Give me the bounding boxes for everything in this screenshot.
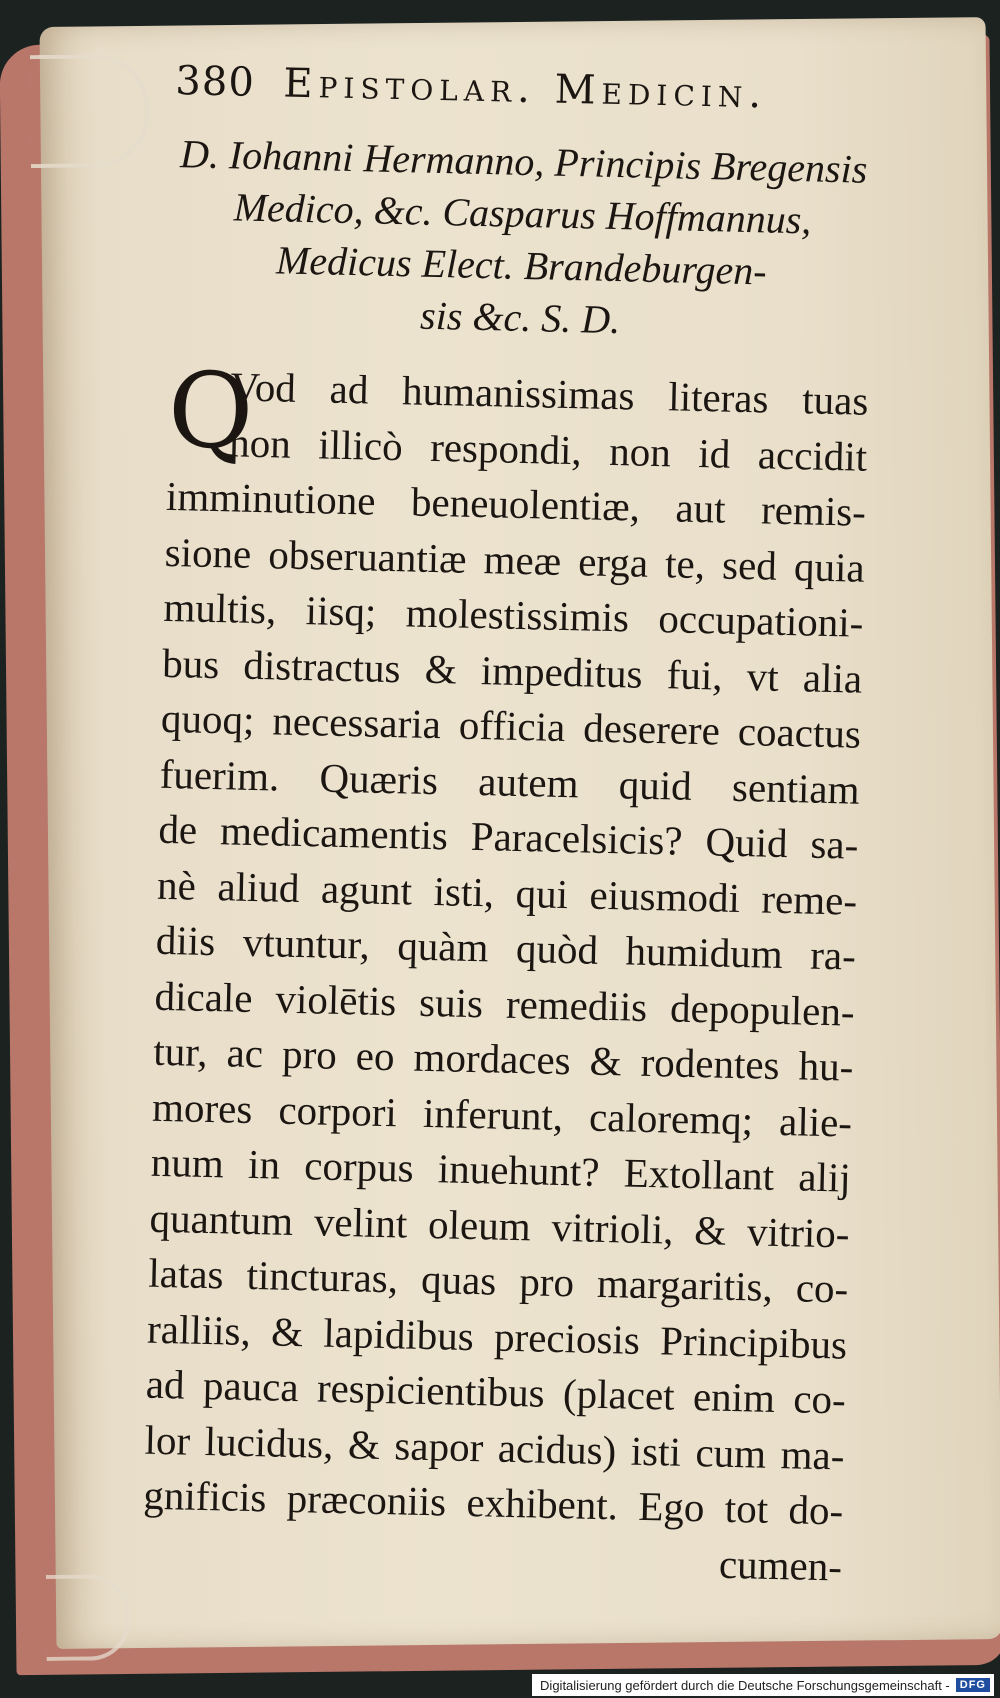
body-line: sione obseruantiæ meæ erga te, sed quia	[164, 528, 866, 591]
catchword: cumen-	[718, 1540, 843, 1589]
letter-body	[141, 348, 869, 1595]
body-line: multis, iisq; molestissimis occupationi-	[163, 583, 864, 646]
body-line: latas tincturas, quas pro margaritis, co-	[147, 1249, 849, 1312]
binding-ring-bottom	[46, 1574, 131, 1661]
body-line: de medicamentis Paracelsicis? Quid sa-	[157, 805, 859, 868]
body-line: gnificis præconiis exhibent. Ego tot do-	[142, 1471, 844, 1534]
body-line: dicale violētis suis remediis depopulen-	[154, 972, 856, 1035]
digitization-footer	[532, 1674, 994, 1696]
letter-address	[170, 128, 875, 352]
body-line: diis vtuntur, quàm quòd humidum ra-	[155, 916, 857, 979]
address-line: D. Iohanni Hermanno, Principis Bregensis	[179, 131, 868, 192]
address-line: Medico, &c. Casparus Hoffmannus,	[233, 184, 812, 243]
binding-ring-top	[30, 54, 150, 168]
body-line: fuerim. Quæris autem quid sentiam	[159, 750, 861, 813]
page-number: 380	[174, 58, 256, 106]
body-line: lor lucidus, & sapor acidus) isti cum ma-	[144, 1416, 845, 1479]
body-line: nè aliud agunt isti, qui eiusmodi reme-	[156, 861, 858, 924]
body-line: imminutione beneuolentiæ, aut remis-	[165, 472, 867, 535]
address-line: sis &c. S. D.	[419, 292, 621, 343]
body-line: Vod ad humanissimas literas tuas	[230, 363, 869, 424]
body-line: quoq; necessaria officia deserere coactus	[160, 694, 862, 757]
running-title: Epistolar. Medicin.	[282, 60, 768, 118]
footer-credit: Digitalisierung gefördert durch die Deutsche Forschungsgemeinschaft -	[540, 1677, 950, 1693]
drop-cap: Q	[166, 348, 255, 473]
body-line: ralliis, & lapidibus preciosis Principibus	[146, 1305, 848, 1368]
body-line: quantum velint oleum vitrioli, & vitrio-	[149, 1194, 851, 1257]
body-line: non illicò respondi, non id accidit	[228, 418, 868, 480]
address-line: Medicus Elect. Brandeburgen-	[275, 237, 768, 294]
body-line: tur, ac pro eo mordaces & rodentes hu-	[152, 1027, 854, 1090]
body-line: mores corpori inferunt, caloremq; alie-	[151, 1083, 853, 1146]
body-line: num in corpus inuehunt? Extollant alij	[150, 1138, 852, 1201]
page-text	[141, 58, 935, 1596]
dfg-logo: DFG	[956, 1678, 990, 1692]
body-line: ad pauca respicientibus (placet enim co-	[145, 1360, 847, 1423]
body-line: bus distractus & impeditus fui, vt alia	[161, 639, 863, 702]
